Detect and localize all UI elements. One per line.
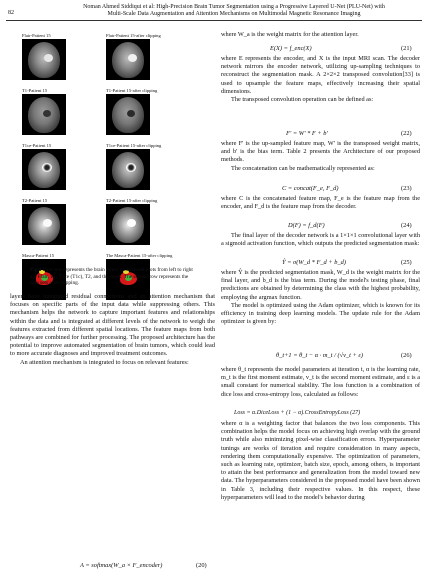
running-header-line2: Multi-Scale Data Augmentation and Attention Mechanisms on Multimodal Magnetic Resonance Imaging xyxy=(107,11,361,18)
equation-26: θ_t+1 = θ_t − α · m_t / (√v_t + ε) xyxy=(276,352,364,359)
right-column-p6 xyxy=(221,195,420,211)
body-paragraph: where C is the concatenated feature map, F_e is the feature map from the encoder, and F_d is the feature map from the decoder. xyxy=(221,195,420,211)
header-rule xyxy=(6,20,422,21)
equation-number: (21) xyxy=(401,45,412,52)
equation-25: Ŷ = σ(W_d * F_d + b_d) xyxy=(282,259,346,266)
equation-21: E(X) = f_enc(X) xyxy=(270,45,312,52)
equation-27: Loss = α.DiceLoss + (1 − α).CrossEntropyLoss (27) xyxy=(234,410,361,416)
image-label: T2-Patient 15 xyxy=(22,198,48,203)
mri-image-t1-clipped xyxy=(106,94,150,135)
body-paragraph: The concatenation can be mathematically represented as: xyxy=(231,164,375,172)
body-paragraph: where E represents the encoder, and X is the input MRI scan. The decoder network mirrors the encoder network, utilizing up-sampling techniques to reconstruct the segmentation mask. A 2×2×2 transposed convolution[33] is used to upsample the feature maps, effectively increasing their spatial dimensions. xyxy=(221,55,420,95)
image-label: The Masca-Patient 15-after clipping xyxy=(106,253,173,258)
right-column-p11 xyxy=(221,420,420,502)
right-column-p8 xyxy=(221,269,420,326)
body-paragraph: The final layer of the decoder network is a 1×1×1 convolutional layer with a sigmoid activation function, which outputs the predicted segmentation mask: xyxy=(221,232,420,248)
equation-number: (26) xyxy=(401,352,412,359)
mri-image-t2 xyxy=(22,204,66,245)
image-label: Masca-Patient 15 xyxy=(22,253,55,258)
body-paragraph: The transposed convolution operation can be defined as: xyxy=(231,96,374,104)
running-header xyxy=(64,4,404,19)
right-column-p2 xyxy=(221,55,420,104)
image-label: T1ce-Patient 15-after clipping xyxy=(106,143,162,148)
equation-22: F' = W' * F + b' xyxy=(286,130,328,137)
body-paragraph: where F' is the up-sampled feature map, W' is the transposed weight matrix, and b' is the bias term. Table 2 presents the Architecture of our proposed methods. xyxy=(221,140,420,164)
image-label: T1-Patient 15 xyxy=(22,88,48,93)
equation-24: D(F) = f_d(F) xyxy=(288,222,325,229)
mri-image-flair xyxy=(22,39,66,80)
figure-caption-label: Fig.4 xyxy=(30,267,42,273)
figure-caption xyxy=(30,267,198,287)
equation-number: (20) xyxy=(196,562,207,569)
right-column-p7 xyxy=(221,232,420,248)
body-paragraph: layers have integrated residual connections and an attention mechanism that focuses on specific parts of the input data while suppressing others. This mechanism helps the network to capture important features and relationships within the data and is integrated at different levels of the network to weigh the features extracted from different spatial locations. The feature maps from both pathways are combined for further processing. The proposed architecture has the potential to improve automated segmentation of brain tumors, which could lead to more accurate diagnoses and improved treatment outcomes. xyxy=(10,293,215,358)
right-column-p1 xyxy=(221,31,420,39)
image-label: Flair-Patient 15-after clipping xyxy=(106,33,161,38)
mri-image-t1ce-clipped xyxy=(106,149,150,190)
body-paragraph: where θ_t represents the model parameters at iteration t, α is the learning rate, m_t is the first moment estimate, v_t is the second moment estimate, and ε is a small constant for numerical stability. The loss function is a combination of dice loss and cross-entropy loss, calculated as follows: xyxy=(221,366,420,398)
equation-number: (25) xyxy=(401,259,412,266)
mri-image-flair-clipped xyxy=(106,39,150,80)
image-label: T1-Patient 15-after clipping xyxy=(106,88,158,93)
left-column-text xyxy=(10,293,215,367)
body-paragraph: where α is a weighting factor that balances the two loss components. This combination helps the model focus on achieving high overlap with the ground truth while also minimizing pixel-wise classification errors. Hyperparameter tunings are works of iteration and require consideration in many aspects, rendering them computationally expensive. The optimization of parameters, such as learning rate, optimizer, batch size, epoch, among others, is important to attain the best performance and generalization from the model toward new data. The hyperparameters considered in the proposed model have been shown in Table 3, including their respective values. In this respect, these hyperparameters will lead to the model's behavior during xyxy=(221,420,420,501)
body-paragraph: where Ŷ is the predicted segmentation mask, W_d is the weight matrix for the final layer, and b_d is the bias term. During the model's testing phase, final predictions are obtained by determining the class with the highest probability, employing the argmax function. xyxy=(221,269,420,301)
body-paragraph: where W_a is the weight matrix for the attention layer. xyxy=(221,31,359,38)
equation-23: C = concat(F_e, F_d) xyxy=(282,185,339,192)
page-number: 82 xyxy=(8,10,14,16)
equation-number: (23) xyxy=(401,185,412,192)
running-header-line1: Noman Ahmed Siddiqui et al: High-Precision Brain Tumor Segmentation using a Progressive Layered U-Net (PLU-Net) with xyxy=(83,4,385,10)
equation-number: (22) xyxy=(401,130,412,137)
body-paragraph: The model is optimized using the Adam optimizer, which is known for its efficiency in training deep learning models. The update rule for the Adam optimizer is given by: xyxy=(221,301,420,326)
image-label: T2-Patient 15-after clipping xyxy=(106,198,158,203)
body-paragraph: An attention mechanism is integrated to focus on relevant features: xyxy=(20,358,189,366)
mri-image-t2-clipped xyxy=(106,204,150,245)
figure-caption-text: First row represents the brain tumor multimodal plots from left to right are Flair, T1, T1ce (T1c), T2, and the mask. The second row represents the data sets after clipping. xyxy=(30,267,193,286)
image-label: Flair-Patient 15 xyxy=(22,33,51,38)
mri-image-t1 xyxy=(22,94,66,135)
right-column-p10 xyxy=(221,366,420,399)
equation-20: A = softmax(W_a × F_encoder) xyxy=(80,562,163,569)
right-column-p4 xyxy=(221,140,420,173)
mri-image-t1ce xyxy=(22,149,66,190)
image-label: T1ce-Patient 15 xyxy=(22,143,52,148)
equation-number: (24) xyxy=(401,222,412,229)
